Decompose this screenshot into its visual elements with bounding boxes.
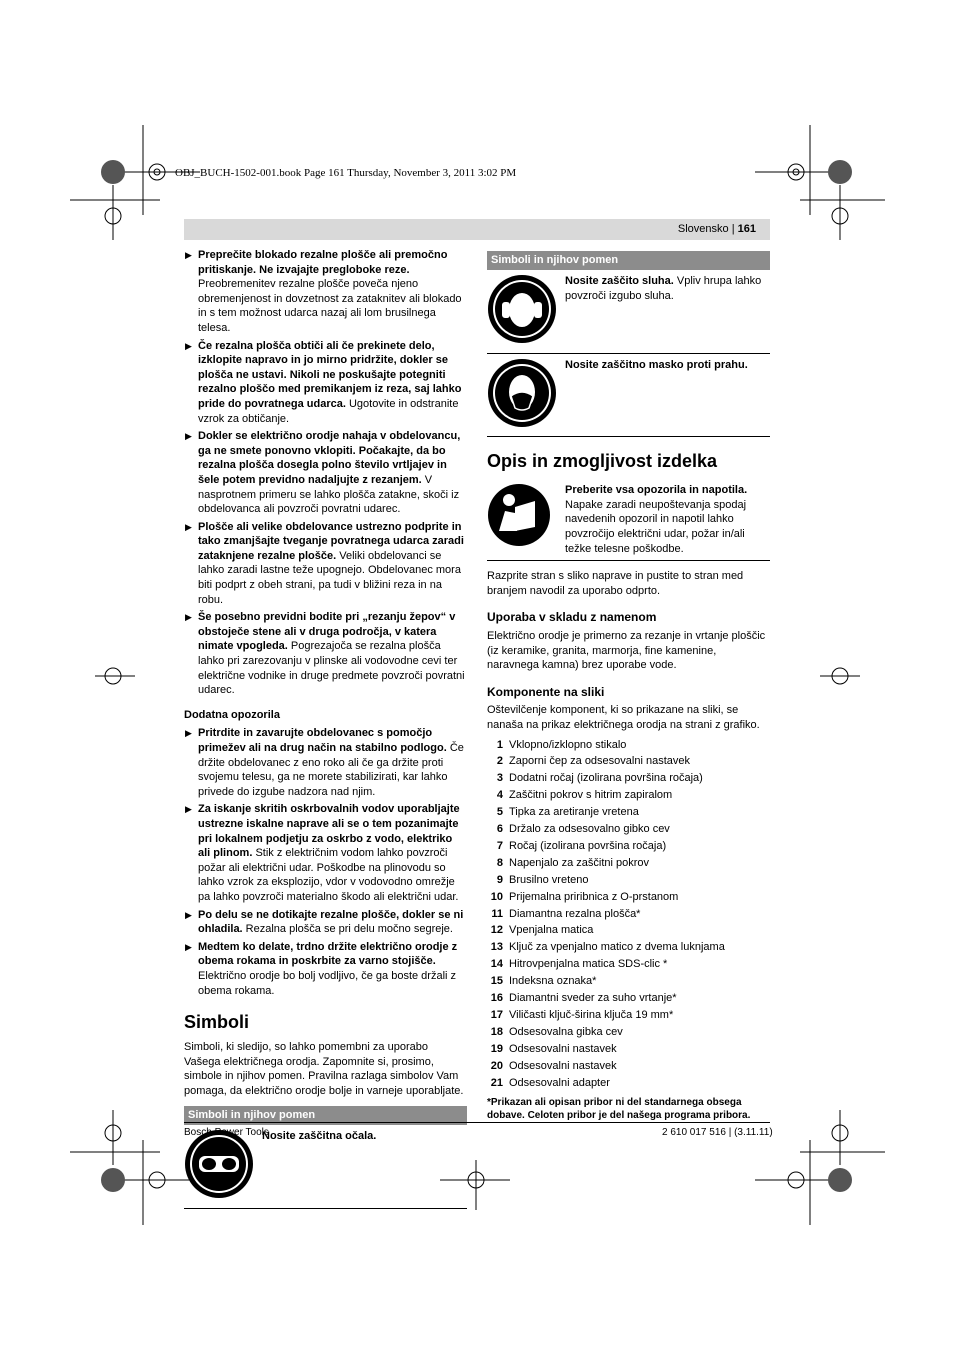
- component-number: 16: [490, 992, 503, 1005]
- symbols-table-header: Simboli in njihov pomen: [184, 1106, 467, 1125]
- component-label: Odsesovalni adapter: [509, 1076, 610, 1089]
- warning-text: Električno orodje bo bolj vodljivo, če ga boste držali z obema rokama.: [198, 969, 457, 997]
- component-item: [487, 1007, 770, 1024]
- header-section: Slovensko: [677, 223, 729, 235]
- footnote: *Prikazan ali opisan pribor ni del standarnega obsega dobave. Celoten pribor je del našega programa pribora.: [487, 1096, 751, 1121]
- uporaba-text: Električno orodje je primerno za rezanje in vrtanje ploščic (iz keramike, granita, marmorja, fine kamenine, naravnega kamna) brez uporabe vode.: [487, 629, 766, 672]
- component-number: 19: [490, 1042, 503, 1055]
- component-number: 15: [490, 975, 503, 988]
- warning-bullet: [184, 940, 467, 998]
- footer-left: Bosch Power Tools: [184, 1127, 269, 1138]
- symbols-table-header-right: Simboli in njihov pomen: [487, 251, 770, 270]
- symbol-row-mask: [487, 354, 770, 438]
- component-item: [487, 737, 770, 754]
- component-item: [487, 804, 770, 821]
- page-header-bar: [184, 219, 770, 240]
- warning-bold: Preprečite blokado rezalne plošče ali premočno pritiskanje. Ne izvajajte pregloboke reze.: [198, 249, 448, 276]
- ear-text-bold: Nosite zaščito sluha.: [565, 275, 674, 287]
- warning-bold: Pritrdite in zavarujte obdelovanec s pomočjo primežev ali na drug način na stabilno podlogo.: [198, 727, 447, 754]
- warning-text: Ugotovite in odstranite vzrok za obtičanje.: [198, 397, 459, 425]
- read-manual-icon: [487, 483, 561, 556]
- component-number: 1: [496, 738, 503, 751]
- component-number: 8: [496, 856, 503, 869]
- component-label: Hitrovpenjalna matica SDS-clic *: [509, 958, 668, 971]
- component-item: [487, 787, 770, 804]
- component-label: Odsesovalni nastavek: [509, 1042, 617, 1055]
- component-number: 21: [490, 1076, 503, 1089]
- read-bold: Preberite vsa opozorila in napotila.: [565, 484, 748, 497]
- component-label: Indeksna oznaka*: [509, 975, 597, 988]
- component-item: [487, 889, 770, 906]
- warning-bullet: [184, 429, 467, 517]
- simboli-text: Simboli, ki sledijo, so lahko pomembni za uporabo Vašega električnega orodja. Zapomnite si, prosimo, simbole in njihov pomen. Pravilna razlaga simbolov Vam pomaga, da električno orodje bolje in varneje uporabljate.: [184, 1041, 464, 1097]
- warning-bullet: [184, 520, 467, 608]
- warning-text: Veliki obdelovanci se lahko zaradi lastne teže upognejo. Obdelovanec mora biti podprt z obeh strani, pa tudi v bližini reza in na robu.: [198, 549, 461, 606]
- footer-right: 2 610 017 516 | (3.11.11): [662, 1127, 773, 1138]
- component-item: [487, 1041, 770, 1058]
- component-number: 5: [496, 806, 503, 819]
- warning-bullet: [184, 248, 467, 336]
- uporaba-title: Uporaba v skladu z namenom: [487, 610, 657, 625]
- component-label: Odsesovalni nastavek: [509, 1059, 617, 1072]
- component-label: Viličasti ključ-širina ključa 19 mm*: [509, 1009, 674, 1021]
- component-label: Zaporni čep za odsesovalni nastavek: [509, 755, 690, 768]
- component-item: [487, 973, 770, 990]
- warning-bold: Če rezalna plošča obtiči ali če prekinete delo, izklopite napravo in jo mirno pridržite, dokler se plošča ne ustavi. Nikoli ne poskušajte potegniti rezalno ploščo med premikanjem iz reza, saj lahko pride do povratnega udarca.: [198, 339, 462, 410]
- footer-rule: [184, 1122, 770, 1123]
- read-manual-text: [561, 483, 770, 556]
- ear-protection-icon: [487, 274, 561, 349]
- component-label: Zaščitni pokrov s hitrim zapiralom: [509, 789, 673, 802]
- component-number: 14: [490, 958, 503, 971]
- component-label: Odsesovalna gibka cev: [509, 1025, 623, 1038]
- component-number: 6: [496, 823, 503, 836]
- component-item: [487, 872, 770, 889]
- component-item: [487, 821, 770, 838]
- component-label: Diamantni sveder za suho vrtanje*: [509, 992, 677, 1005]
- symbol-row-ear: [487, 270, 770, 354]
- component-item: [487, 855, 770, 872]
- page-number: 161: [737, 223, 756, 235]
- dust-mask-icon: [487, 358, 561, 433]
- warning-text: Preobremenitev rezalne plošče poveča njeno obremenjenost in dovzetnost za zataknitev ali blokado in s tem možnost udarca nazaj ali lom brusilnega telesa.: [198, 278, 462, 334]
- warning-bullet: [184, 726, 467, 799]
- component-number: 9: [496, 873, 503, 886]
- component-number: 2: [496, 755, 503, 768]
- component-number: 12: [490, 924, 503, 937]
- component-item: [487, 838, 770, 855]
- component-label: Držalo za odsesovalno gibko cev: [509, 823, 670, 836]
- component-label: Vpenjalna matica: [509, 924, 594, 937]
- component-number: 4: [496, 789, 503, 802]
- mask-text: Nosite zaščitno masko proti prahu.: [565, 358, 748, 371]
- component-list: [487, 737, 770, 1092]
- component-item: [487, 770, 770, 787]
- component-number: 18: [490, 1025, 503, 1038]
- warning-text: Pogrezajoča se rezalna plošča lahko pri zarezovanju v plinske ali vodovodne cevi ter električne vodnike in druge predmete povzroči povratni udarec.: [198, 640, 465, 697]
- warning-text: Rezalna plošča se pri delu močno segreje.: [242, 923, 453, 936]
- component-item: [487, 939, 770, 956]
- component-label: Ročaj (izolirana površina ročaja): [509, 839, 667, 852]
- komponente-title: Komponente na sliki: [487, 684, 605, 699]
- component-label: Ključ za vpenjalno matico z dvema luknjama: [509, 941, 725, 954]
- warning-bullet: [184, 802, 467, 904]
- component-number: 3: [496, 772, 503, 785]
- fold-text: Razprite stran s sliko naprave in pustite to stran med branjem navodil za uporabo odprto.: [487, 570, 744, 597]
- left-column: [184, 248, 467, 1209]
- file-header: OBJ_BUCH-1502-001.book Page 161 Thursday, November 3, 2011 3:02 PM: [175, 167, 517, 179]
- komponente-text: Oštevilčenje komponent, ki so prikazane na sliki, se nanaša na prikaz električnega orodja na strani z grafiko.: [487, 704, 760, 731]
- page-header: Slovensko | 161: [677, 223, 756, 235]
- warning-text: V nasprotnem primeru se lahko plošča zatakne, skoči iz obdelovanca ali povzroči povratni udarec.: [198, 473, 460, 516]
- component-item: [487, 1024, 770, 1041]
- warning-bold: Še posebno previdni bodite pri „rezanju žepov“ v obstoječe stene ali v druga področja, v katera nimate vpogleda.: [198, 611, 456, 653]
- component-number: 17: [490, 1009, 503, 1021]
- component-label: Napenjalo za zaščitni pokrov: [509, 856, 650, 869]
- component-item: [487, 1075, 770, 1092]
- component-number: 7: [496, 839, 503, 852]
- component-item: [487, 1058, 770, 1075]
- warning-bullet: [184, 339, 467, 427]
- warning-bold: Dokler se električno orodje nahaja v obdelovancu, ga ne smete ponovno vklopiti. Počakajte, da bo rezalna plošča dosegla polno število vrtljajev in šele potem previdno nadaljujte z rezanjem.: [198, 430, 461, 486]
- component-number: 20: [490, 1059, 503, 1072]
- warning-bold: Plošče ali velike obdelovance ustrezno podprite in tako zmanjšajte tveganje povratnega udarca zaradi zataknjene rezalne plošče.: [198, 520, 464, 562]
- component-item: [487, 922, 770, 939]
- component-label: Dodatni ročaj (izolirana površina ročaja): [509, 772, 703, 785]
- symbol-row-goggles: [184, 1125, 467, 1209]
- goggles-text: Nosite zaščitna očala.: [262, 1130, 377, 1143]
- component-item: [487, 906, 770, 923]
- component-number: 10: [490, 890, 503, 903]
- goggles-icon: [184, 1129, 258, 1204]
- warning-bold: Medtem ko delate, trdno držite električno orodje z obema rokama in poskrbite za varno stojišče.: [198, 940, 458, 968]
- component-label: Vklopno/izklopno stikalo: [509, 738, 627, 751]
- component-label: Diamantna rezalna plošča*: [509, 907, 641, 920]
- ear-text: [561, 274, 770, 349]
- ear-text-rest: Vpliv hrupa lahko povzroči izgubo sluha.: [565, 275, 762, 302]
- warning-text: Če držite obdelovanec z eno roko ali če ga držite proti svojemu telesu, ga ne morete stabilizirati, kar lahko privede do izgube nadzora nad njim.: [198, 742, 464, 798]
- warning-bullet: [184, 908, 467, 937]
- warning-bold: Za iskanje skritih oskrbovalnih vodov uporabljajte ustrezne iskalne naprave ali se o tem pozanimajte pri lokalnem podjetju za oskrbo z vodo, elektriko ali plinom.: [198, 803, 460, 860]
- component-number: 13: [490, 941, 503, 954]
- component-number: 11: [491, 907, 503, 920]
- component-item: [487, 753, 770, 770]
- component-label: Prijemalna priribnica z O-prstanom: [509, 890, 679, 903]
- opis-title: Opis in zmogljivost izdelka: [487, 451, 718, 472]
- warning-bullet: [184, 610, 467, 698]
- simboli-title: Simboli: [184, 1012, 250, 1033]
- component-item: [487, 990, 770, 1007]
- component-label: Brusilno vreteno: [509, 873, 589, 886]
- right-column: [487, 251, 770, 1122]
- subhead-additional: Dodatna opozorila: [184, 708, 280, 721]
- read-manual-row: [487, 479, 770, 561]
- warning-bold: Po delu se ne dotikajte rezalne plošče, dokler se ni ohladila.: [198, 908, 464, 936]
- component-label: Tipka za aretiranje vretena: [509, 806, 639, 819]
- component-item: [487, 956, 770, 973]
- warning-text: Stik z električnim vodom lahko povzroči požar ali električni udar. Poškodbe na plinovodu so lahko vzrok za eksplozijo, vdor v vodovodno omrežje pa lahko povzroči materialno škodo ali električni udar.: [198, 847, 459, 903]
- read-rest: Napake zaradi neupoštevanja spodaj navedenih opozoril in napotil lahko povzročijo električni udar, požar in/ali težke telesne poškodbe.: [565, 498, 747, 555]
